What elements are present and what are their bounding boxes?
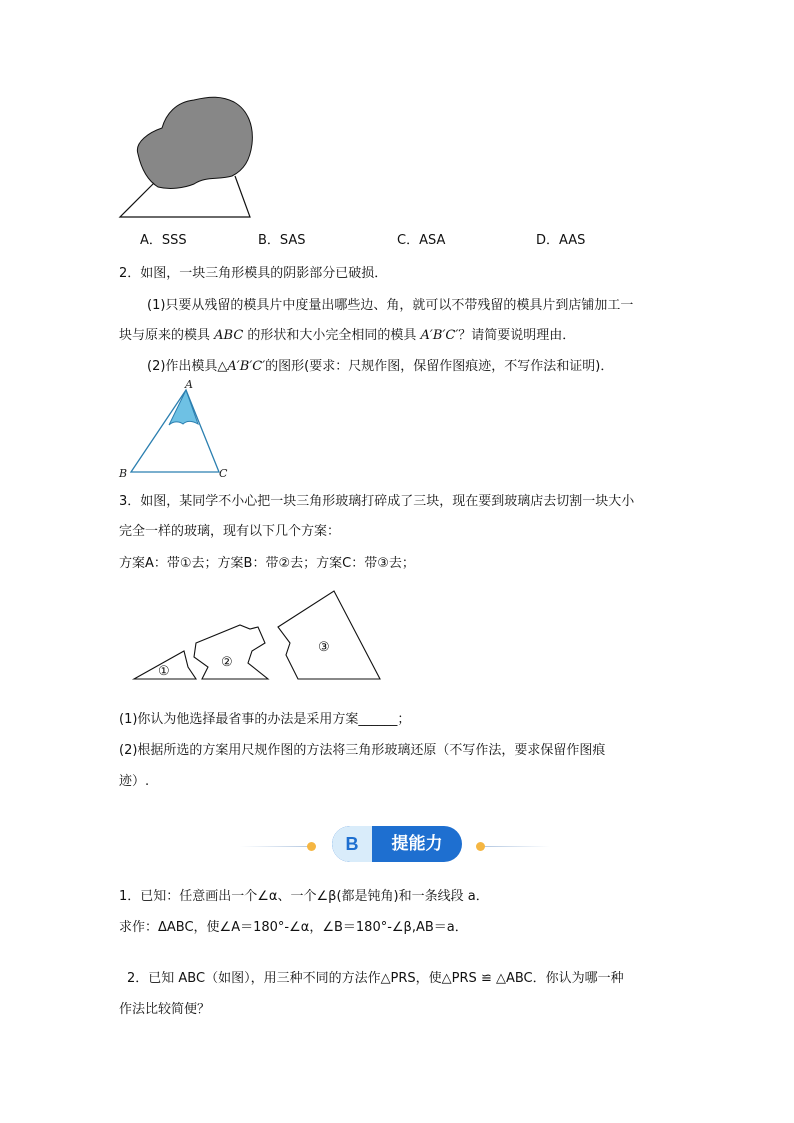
q2-part2-pre: (2)作出模具 [147, 359, 218, 374]
section-badge-letter: B [332, 826, 372, 862]
glass-piece-3 [278, 591, 380, 679]
glass-piece-2 [194, 625, 268, 679]
vertex-a-label: A [185, 378, 193, 391]
b1-task: 求作：ΔABC，使∠A＝180°-∠α，∠B＝180°-∠β,AB＝a． [119, 920, 468, 935]
q2-part1-post: ？请简要说明理由． [458, 328, 576, 343]
vertex-c-label: C [219, 467, 228, 479]
section-b-header [240, 825, 550, 865]
section-badge [332, 826, 462, 862]
b1-stem: 1．已知：任意画出一个∠α、一个∠β(都是钝角)和一条线段 a． [119, 889, 489, 904]
piece-2-label: ② [221, 655, 233, 670]
triangle-outline [131, 390, 219, 472]
q2-part1-line1: (1)只要从残留的模具片中度量出哪些边、角，就可以不带残留的模具片到店铺加工一 [147, 298, 634, 313]
piece-3-label: ③ [318, 640, 330, 655]
q2-part2-post: 的图形(要求：尺规作图，保留作图痕迹，不写作法和证明)． [265, 359, 614, 374]
q3-part2-line2: 迹）. [119, 774, 150, 789]
figure-triangle-abc [115, 377, 235, 479]
q2-part2 [147, 355, 613, 374]
q3-part1: (1)你认为他选择最省事的办法是采用方案______； [119, 712, 411, 727]
piece-1-label: ① [158, 664, 170, 679]
right-rule [485, 846, 550, 847]
q2-stem: 2．如图，一块三角形模具的阴影部分已破损． [119, 266, 388, 281]
left-rule [240, 846, 310, 847]
damaged-region [137, 97, 252, 188]
option-b: B．SAS [258, 233, 306, 248]
triangle-abc-label: ABC [214, 328, 244, 343]
q3-stem-line1: 3．如图，某同学不小心把一块三角形玻璃打碎成了三块，现在要到玻璃店去切割一块大小 [119, 494, 635, 509]
b2-line2: 作法比较简便？ [119, 1002, 211, 1017]
right-dot [476, 842, 485, 851]
option-c: C．ASA [397, 233, 446, 248]
figure-broken-triangle [110, 92, 260, 222]
triangle-prime-symbol: △A′B′C′ [217, 359, 266, 374]
b2-line1: 2．已知 ABC（如图），用三种不同的方法作△PRS，使△PRS ≌ △ABC．你认为哪一种 [127, 971, 624, 986]
q2-part1-line2 [119, 324, 575, 343]
left-dot [307, 842, 316, 851]
q3-plans: 方案A：带①去；方案B：带②去；方案C：带③去； [119, 556, 415, 571]
option-a: A．SSS [140, 233, 187, 248]
triangle-prime-label: A′B′C′ [420, 328, 459, 343]
section-title: 提能力 [391, 834, 443, 854]
vertex-b-label: B [119, 467, 128, 479]
q2-part1-mid: 的形状和大小完全相同的模具 [243, 328, 421, 343]
figure-glass-pieces [130, 585, 385, 685]
q3-part2-line1: (2)根据所选的方案用尺规作图的方法将三角形玻璃还原（不写作法，要求保留作图痕 [119, 743, 606, 758]
q3-stem-line2: 完全一样的玻璃，现有以下几个方案： [119, 524, 341, 539]
option-d: D．AAS [536, 233, 586, 248]
q2-part1-pre: 块与原来的模具 [119, 328, 215, 343]
